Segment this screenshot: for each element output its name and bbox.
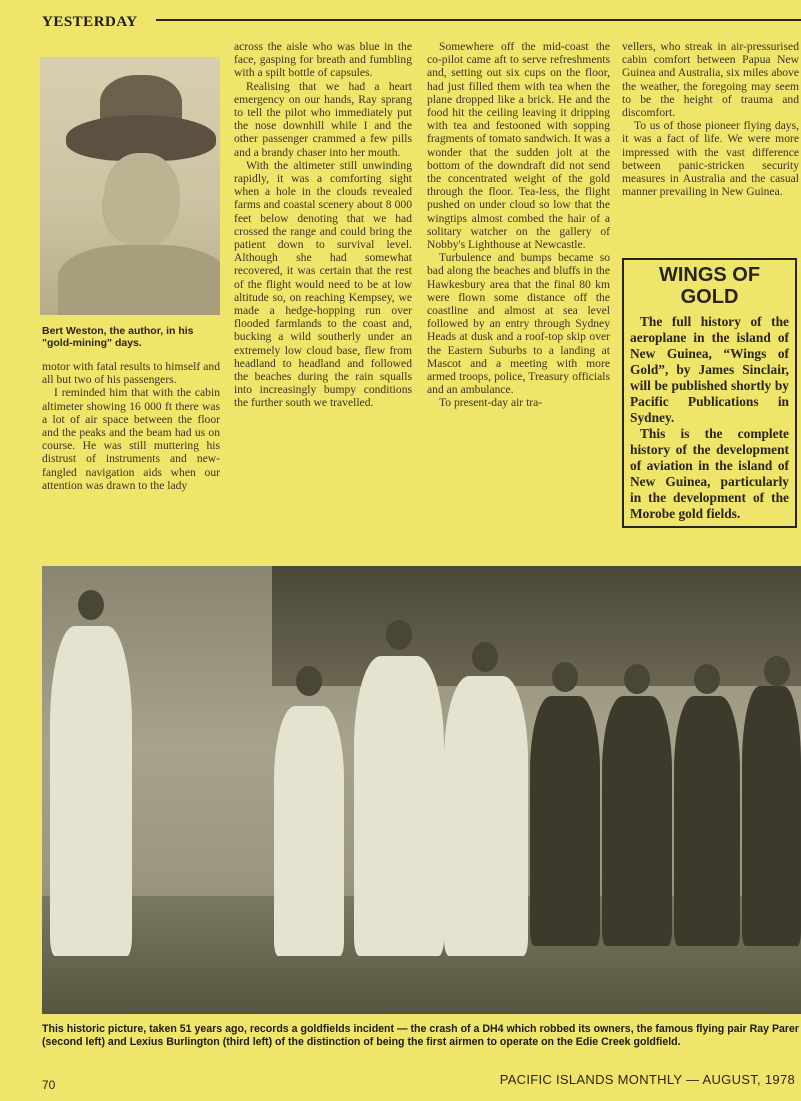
promo-paragraph: The full history of the aeroplane in the island of New Guinea, “Wings of Gold”, by James Sinclair, will be published shortly by Pacific Publications in Sydney. [630,314,789,425]
head [764,656,790,686]
article-column-1 [42,360,220,492]
portrait-caption: Bert Weston, the author, in his "gold-mining" days. [42,325,194,349]
promo-title: WINGS OF GOLD [658,264,761,308]
wings-of-gold-box [622,258,797,528]
paragraph: I reminded him that with the cabin altimeter showing 16 000 ft there was a lot of air space between the floor and the peaks and the beam had us on course. He was still muttering his distrust of instruments and new-fangled navigation aids when our attention was drawn to the lady [42,386,220,492]
paragraph: vellers, who streak in air-pressurised cabin comfort between Papua New Guinea and Australia, six miles above the weather, the foregoing may seem to be the height of trauma and discomfort. [622,40,799,120]
article-column-4 [622,40,799,198]
head [624,664,650,694]
figure [354,656,444,956]
shirt [58,245,220,315]
page-number: 70 [42,1078,56,1092]
promo-body [630,314,789,522]
paragraph: To us of those pioneer flying days, it was a fact of life. We were more impressed with the vast difference between panic-stricken security measures in Australia and the casual manner prevailing in New Guinea. [622,119,799,199]
section-header: YESTERDAY [42,14,138,30]
paragraph: To present-day air tra- [439,396,543,410]
paragraph: Turbulence and bumps became so bad along the beaches and bluffs in the Hawkesbury area that the final 80 km were flown some distance off the coastline and almost at sea level followed by an entry through Sydney Heads at dusk and a roof-top skip over the Eastern Suburbs to a landing at Mascot and a meeting with more armed troops, police, Treasury officials and an ambulance. [427,251,610,397]
hangar-roof [272,566,801,686]
promo-paragraph: This is the complete history of the development of aviation in the island of New Guinea, particularly in the development of the Morobe gold fields. [630,426,789,521]
paragraph: across the aisle who was blue in the face, gasping for breath and fumbling with a spilt bottle of capsules. [234,40,412,80]
head [296,666,322,696]
figure [742,686,801,946]
photo-caption: This historic picture, taken 51 years ago, records a goldfields incident — the crash of a DH4 which robbed its owners, the famous flying pair Ray Parer (second left) and Lexius Burlington (third left) of the distinction of being the first airmen to operate on the Edie Creek goldfield. [42,1023,800,1048]
paragraph: motor with fatal results to himself and all but two of his passengers. [42,360,220,387]
figure [602,696,672,946]
article-column-2 [234,40,412,410]
paragraph: With the altimeter still unwinding rapidly, it was a comforting sight when a hole in the clouds revealed farms and coastal scenery about 8 000 feet below denoting that we had crossed the range and could bring the patient down to survival level. Although she had somewhat recovered, it was certain that the rest of the flight would need to be at low altitude so, on reaching Kempsey, we made a hedge-hopping run over flooded farmlands to the coast and, bucking a wild southerly under an extremely low cloud base, flew from headland to headland and followed the beaches during the rain squalls into increasingly bumpy conditions the further south we travelled. [234,158,412,410]
figure [50,626,132,956]
head [386,620,412,650]
paragraph: Somewhere off the mid-coast the co-pilot came aft to serve refreshments and, setting out six cups on the floor, had just filled them with tea when the plane dropped like a brick. He and the food hit the ceiling leaving it dripping with tea and festooned with sopping fragments of tomato sandwich. It was a wonder that the sudden jolt at the bottom of the downdraft did not send the concentrated weight of the gold through the floor. Tea-less, the flight pushed on under cloud so low that the wingtips almost combed the hair of a solitary watcher on the gallery of Nobby's Lighthouse at Newcastle. [427,40,610,252]
face [104,153,180,249]
footer-publication: PACIFIC ISLANDS MONTHLY — AUGUST, 1978 [499,1072,795,1087]
head [78,590,104,620]
head [472,642,498,672]
head [552,662,578,692]
paragraph: Realising that we had a heart emergency on our hands, Ray sprang to tell the pilot who immediately put the nose downhill while I and the other passenger crammed a few pills and a brandy chaser into her mouth. [234,79,412,159]
historic-group-photo [42,566,801,1014]
figure [274,706,344,956]
article-column-3 [427,40,610,410]
author-portrait-photo [40,57,220,315]
figure [530,696,600,946]
head [694,664,720,694]
figure [674,696,740,946]
header-rule [156,19,801,21]
figure [444,676,528,956]
